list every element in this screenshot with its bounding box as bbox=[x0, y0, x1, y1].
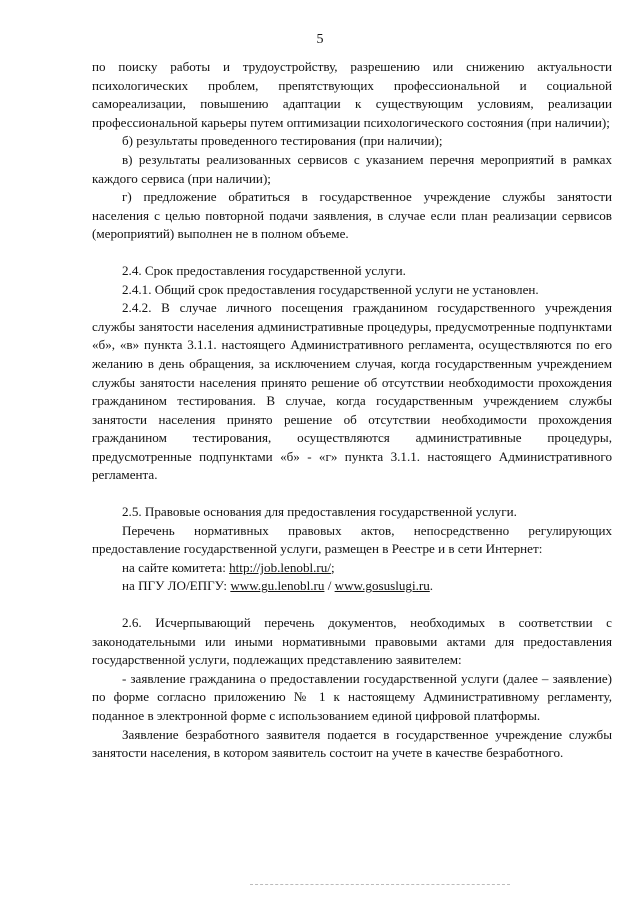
scan-artifact-line bbox=[250, 884, 510, 886]
link-separator: / bbox=[324, 578, 335, 594]
unemployed-application-paragraph: Заявление безработного заявителя подается в государственное учреждение службы занятости населения, в котором заявитель состоит на учете в качестве безработного. bbox=[92, 726, 612, 761]
clause-2-4-2: 2.4.2. В случае личного посещения гражданином государственного учреждения службы занятости населения административные процедуры, предусмотренные подпунктами «б», «в» пункта 3.1.1. настоящего Административного регламента, осуществляются по его желанию в день обращения, за исключением случая, когда государственным учреждением службы занятости населения принято решение об отсутствии необходимости прохождения гражданином тестирования. В случае, когда государственным учреждением службы занятости населения принято решение об отсутствии необходимости прохождения гражданином тестирования, осуществляются административные процедуры, предусмотренные подпунктами «б» - «г» пункта 3.1.1. настоящего Административного регламента. bbox=[92, 300, 612, 483]
section-2-5-heading: 2.5. Правовые основания для предоставления государственной услуги. bbox=[122, 504, 517, 520]
document-body bbox=[92, 58, 612, 763]
application-item: - заявление гражданина о предоставлении государственной услуги (далее – заявление) по форме согласно приложению № 1 к настоящему Административному регламенту, поданное в электронной форме с использованием единой цифровой платформы. bbox=[92, 670, 612, 723]
legal-acts-paragraph: Перечень нормативных правовых актов, непосредственно регулирующих предоставление государственной услуги, размещен в Реестре и в сети Интернет: bbox=[92, 522, 612, 557]
committee-site-link[interactable]: http://job.lenobl.ru/ bbox=[229, 559, 331, 575]
section-2-6-heading: 2.6. Исчерпывающий перечень документов, необходимых в соответствии с законодательными или иными нормативными правовыми актами для предоставления государственной услуги, подлежащих представлению заявителем: bbox=[92, 615, 612, 668]
committee-site-label: на сайте комитета: bbox=[122, 559, 230, 575]
gosuslugi-link[interactable]: www.gosuslugi.ru bbox=[334, 578, 430, 594]
committee-site-line bbox=[92, 559, 612, 578]
clause-2-4-1: 2.4.1. Общий срок предоставления государственной услуги не установлен. bbox=[122, 281, 539, 297]
paragraph-continuation: по поиску работы и трудоустройству, разрешению или снижению актуальности психологических проблем, препятствующих профессиональной и социальной самореализации, повышению адаптации к существующим условиям, реализации профессиональной карьеры путем оптимизации психологического состояния (при наличии); bbox=[92, 59, 612, 130]
section-2-4-heading: 2.4. Срок предоставления государственной услуги. bbox=[122, 262, 406, 278]
paragraph-item-b: б) результаты проведенного тестирования (при наличии); bbox=[122, 133, 443, 149]
portal-line bbox=[92, 577, 612, 596]
punctuation: . bbox=[429, 578, 434, 594]
page-number: 5 bbox=[316, 32, 324, 47]
gu-lenobl-link[interactable]: www.gu.lenobl.ru bbox=[230, 578, 325, 594]
section-gap bbox=[92, 485, 612, 503]
paragraph-item-g: г) предложение обратиться в государственное учреждение службы занятости населения с целью повторной подачи заявления, в случае если план реализации сервисов (мероприятий) выполнен не в полном объеме. bbox=[92, 189, 612, 242]
section-gap bbox=[92, 596, 612, 614]
section-gap bbox=[92, 244, 612, 262]
paragraph-item-v: в) результаты реализованных сервисов с указанием перечня мероприятий в рамках каждого сервиса (при наличии); bbox=[92, 151, 612, 186]
portal-label: на ПГУ ЛО/ЕПГУ: bbox=[122, 578, 231, 594]
punctuation: ; bbox=[330, 559, 335, 575]
